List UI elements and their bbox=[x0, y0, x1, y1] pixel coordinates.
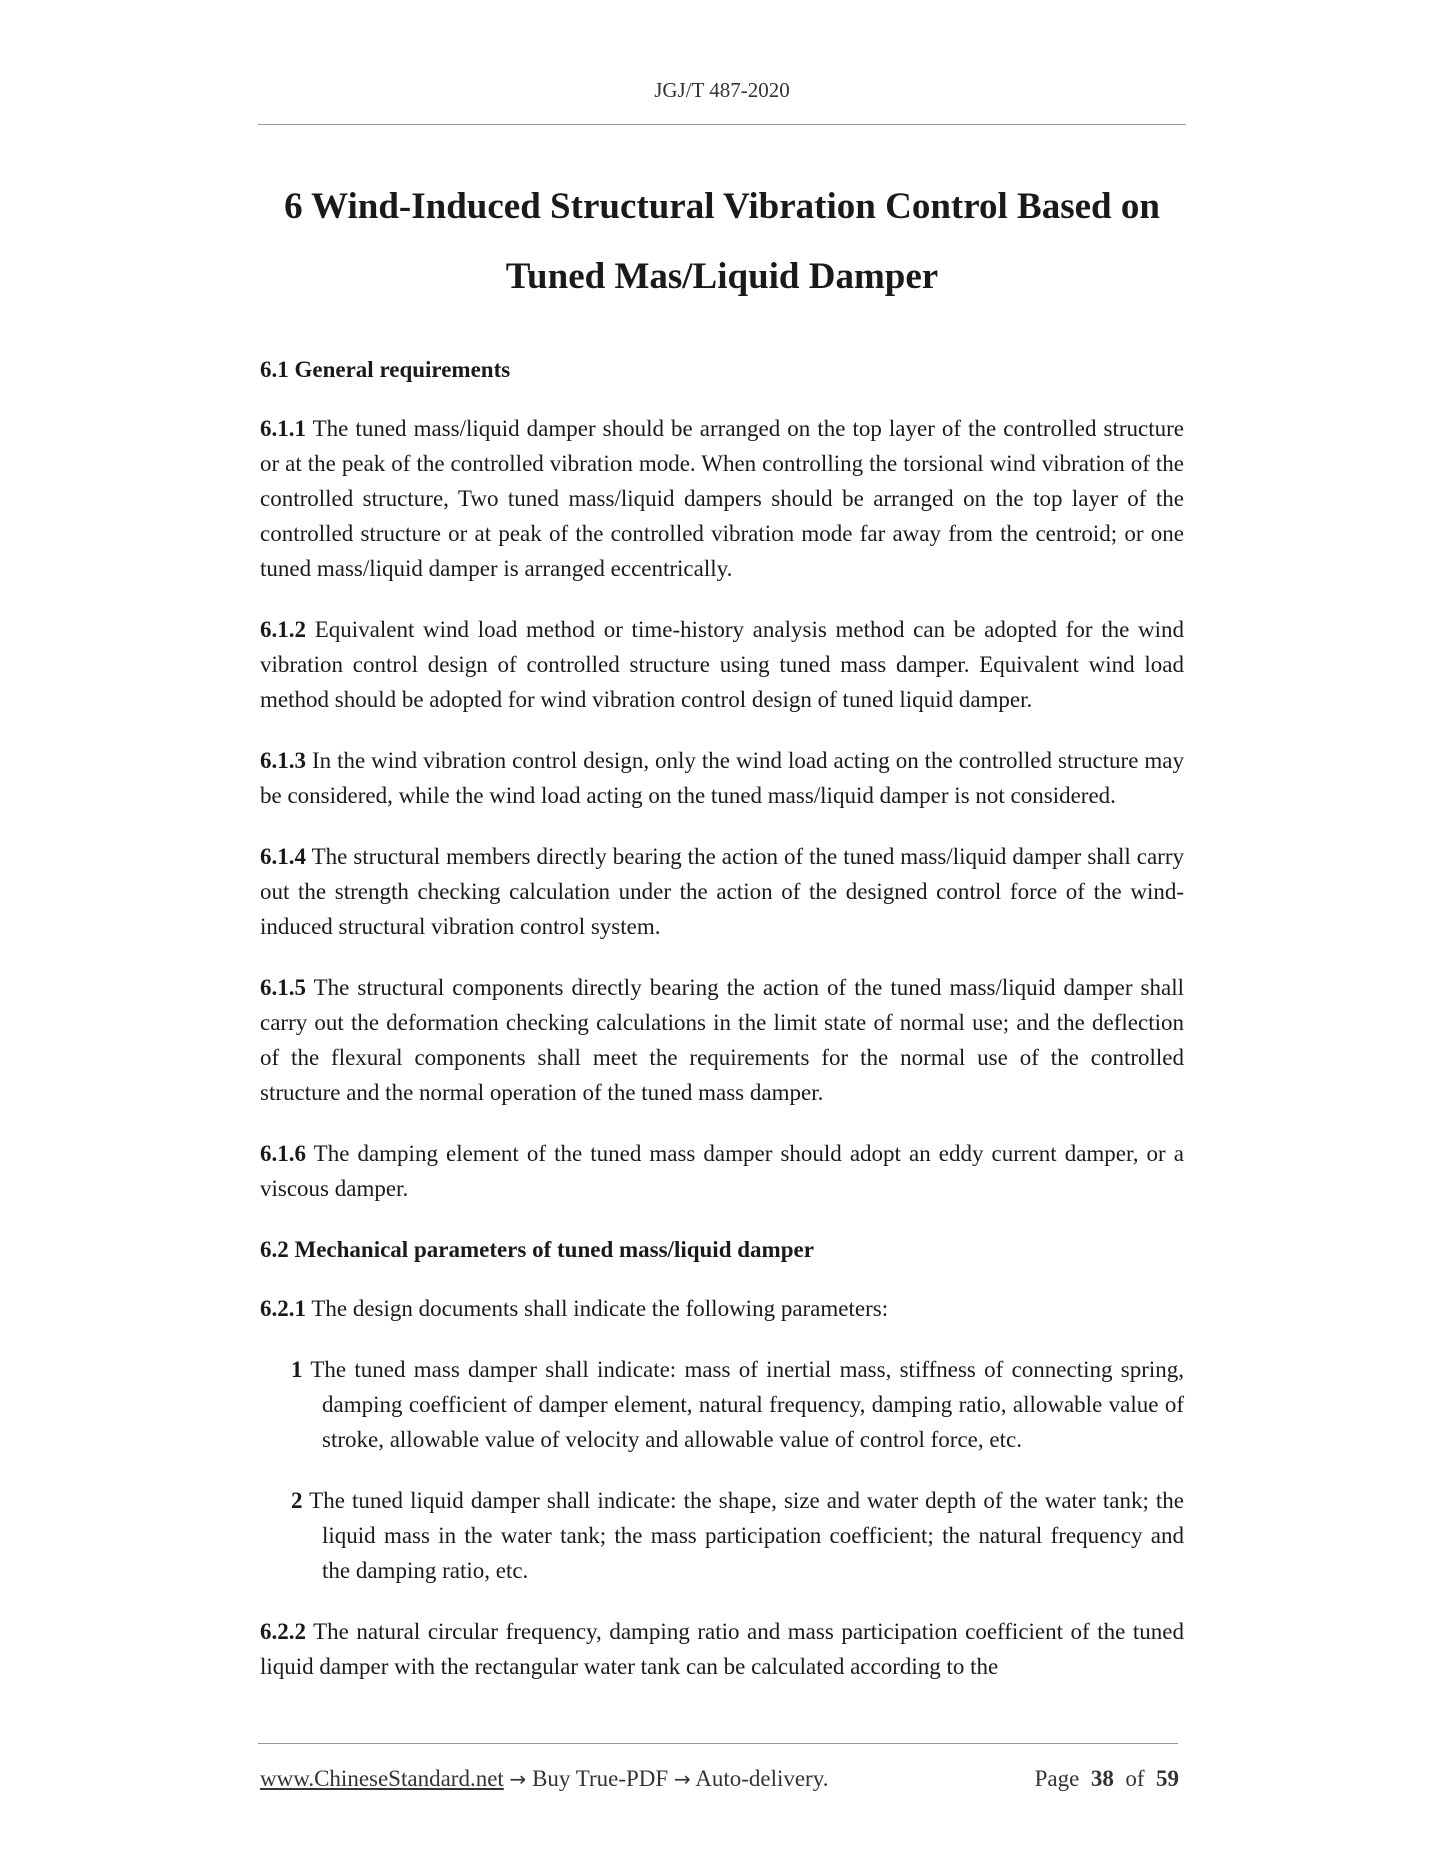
running-header: JGJ/T 487-2020 bbox=[654, 78, 790, 102]
page-word: Page bbox=[1034, 1766, 1080, 1791]
page-body bbox=[260, 172, 1184, 1710]
footer-promo bbox=[260, 1766, 828, 1792]
clause-number: 6.1.1 bbox=[260, 416, 306, 441]
clause-text: The structural components directly bearing the action of the tuned mass/liquid damper shall carry out the deformation checking calculations in the limit state of normal use; and the deflection of the flexural components shall meet the requirements for the normal use of the controlled structure and the normal operation of the tuned mass damper. bbox=[260, 975, 1184, 1105]
clause-6-1-3 bbox=[260, 743, 1184, 813]
clause-text: The structural members directly bearing the action of the tuned mass/liquid damper shall carry out the strength checking calculation under the action of the designed control force of the wind-induced structural vibration control system. bbox=[260, 844, 1184, 939]
chapter-title-line-2: Tuned Mas/Liquid Damper bbox=[505, 256, 939, 297]
clause-6-1-5 bbox=[260, 970, 1184, 1110]
clause-text: The damping element of the tuned mass damper should adopt an eddy current damper, or a viscous damper. bbox=[260, 1141, 1184, 1201]
clause-6-1-4 bbox=[260, 839, 1184, 944]
clause-number: 6.2.2 bbox=[260, 1619, 306, 1644]
website-link[interactable]: www.ChineseStandard.net bbox=[260, 1766, 504, 1791]
clause-number: 6.1.2 bbox=[260, 617, 306, 642]
page-indicator bbox=[1035, 1766, 1179, 1792]
item-text: The tuned liquid damper shall indicate: the shape, size and water depth of the water tank; the liquid mass in the water tank; the mass participation coefficient; the natural frequency and the damping ratio, etc. bbox=[302, 1488, 1184, 1583]
clause-6-1-2 bbox=[260, 612, 1184, 717]
clause-number: 6.1.5 bbox=[260, 975, 306, 1000]
list-item-1 bbox=[291, 1352, 1184, 1457]
current-page-number: 38 bbox=[1090, 1766, 1114, 1791]
item-number: 1 bbox=[291, 1357, 303, 1382]
list-item-2 bbox=[291, 1483, 1184, 1588]
clause-6-1-6 bbox=[260, 1136, 1184, 1206]
clause-6-2-2 bbox=[260, 1614, 1184, 1684]
item-text: The tuned mass damper shall indicate: mass of inertial mass, stiffness of connecting spring, damping coefficient of damper element, natural frequency, damping ratio, allowable value of stroke, allowable value of velocity and allowable value of control force, etc. bbox=[302, 1357, 1184, 1452]
total-pages-number: 59 bbox=[1156, 1766, 1179, 1791]
auto-delivery-text: Auto-delivery. bbox=[695, 1766, 829, 1791]
item-number: 2 bbox=[291, 1488, 303, 1513]
of-word: of bbox=[1125, 1766, 1145, 1791]
buy-true-pdf-link[interactable]: Buy True-PDF bbox=[532, 1766, 669, 1791]
section-heading-6-1: 6.1 General requirements bbox=[260, 357, 511, 382]
clause-number: 6.1.3 bbox=[260, 748, 306, 773]
clause-6-1-1 bbox=[260, 411, 1184, 586]
clause-text: The natural circular frequency, damping ratio and mass participation coefficient of the tuned liquid damper with the rectangular water tank can be calculated according to the bbox=[260, 1619, 1184, 1679]
clause-text: Equivalent wind load method or time-history analysis method can be adopted for the wind vibration control design of controlled structure using tuned mass damper. Equivalent wind load method should be adopted for wind vibration control design of tuned liquid damper. bbox=[260, 617, 1184, 712]
header-divider bbox=[258, 124, 1186, 125]
chapter-title bbox=[260, 172, 1184, 312]
chapter-title-line-1: 6 Wind-Induced Structural Vibration Control Based on bbox=[284, 186, 1160, 227]
clause-text: The design documents shall indicate the following parameters: bbox=[306, 1296, 889, 1321]
footer-divider bbox=[258, 1743, 1178, 1744]
arrow-right-icon: → bbox=[673, 1767, 691, 1791]
clause-number: 6.1.6 bbox=[260, 1141, 306, 1166]
clause-number: 6.2.1 bbox=[260, 1296, 306, 1321]
clause-text: In the wind vibration control design, only the wind load acting on the controlled structure may be considered, while the wind load acting on the tuned mass/liquid damper is not considered. bbox=[260, 748, 1184, 808]
clause-6-2-1 bbox=[260, 1291, 1184, 1326]
clause-number: 6.1.4 bbox=[260, 844, 306, 869]
clause-text: The tuned mass/liquid damper should be arranged on the top layer of the controlled structure or at the peak of the controlled vibration mode. When controlling the torsional wind vibration of the controlled structure, Two tuned mass/liquid dampers should be arranged on the top layer of the controlled structure or at peak of the controlled vibration mode far away from the centroid; or one tuned mass/liquid damper is arranged eccentrically. bbox=[260, 416, 1184, 581]
arrow-right-icon: → bbox=[509, 1767, 527, 1791]
section-heading-6-2: 6.2 Mechanical parameters of tuned mass/liquid damper bbox=[260, 1237, 814, 1262]
